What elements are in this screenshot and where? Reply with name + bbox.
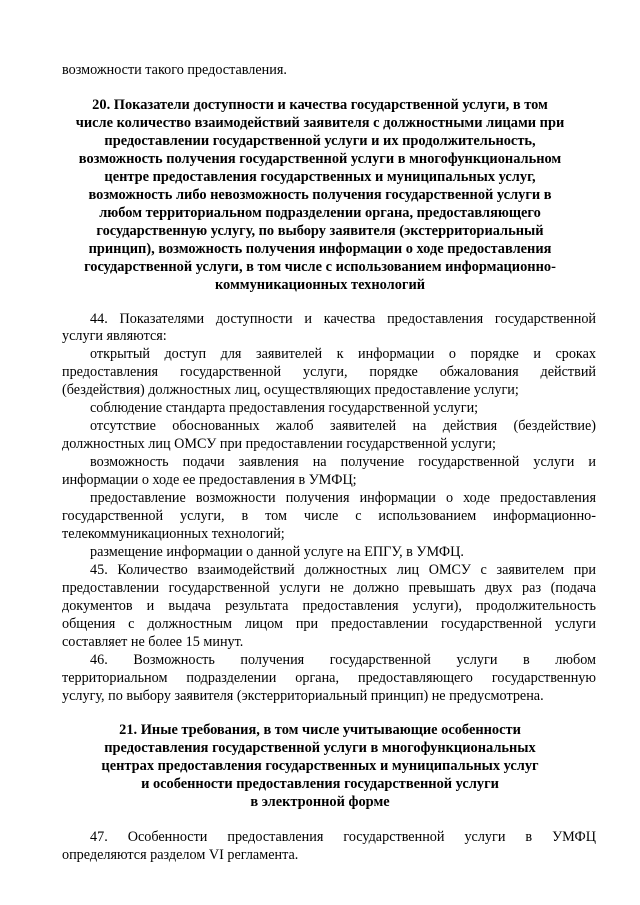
paragraph-46-line: территориальном подразделении органа, предоставляющего государственную bbox=[62, 670, 596, 686]
intro-tail-text: возможности такого предоставления. bbox=[62, 62, 287, 78]
heading-line: и особенности предоставления государственной услуги bbox=[141, 776, 499, 792]
paragraph-45-line: документов и выдача результата предоставления услуги), продолжительность bbox=[62, 598, 596, 614]
list-item-line: информации о ходе ее предоставления в УМФЦ; bbox=[62, 472, 357, 488]
paragraph-45-line: общения с должностным лицом при предоставлении государственной услуги bbox=[62, 616, 596, 632]
list-item-line: телекоммуникационных технологий; bbox=[62, 526, 285, 542]
list-item-line: открытый доступ для заявителей к информации о порядке и сроках bbox=[90, 346, 596, 362]
list-item-line: предоставления государственной услуги, порядке обжалования действий bbox=[62, 364, 596, 380]
list-item-line: возможность подачи заявления на получение государственной услуги и bbox=[90, 454, 596, 470]
heading-line: возможность либо невозможность получения государственной услуги в bbox=[88, 187, 552, 203]
list-item-line: государственной услуги, в том числе с использованием информационно- bbox=[62, 508, 596, 524]
list-item-line: должностных лиц ОМСУ при предоставлении государственной услуги; bbox=[62, 436, 496, 452]
heading-line: коммуникационных технологий bbox=[214, 277, 426, 293]
paragraph-47-line: определяются разделом VI регламента. bbox=[62, 847, 299, 863]
heading-line: принцип), возможность получения информации о ходе предоставления bbox=[88, 241, 552, 257]
paragraph-44-line: 44. Показателями доступности и качества предоставления государственной bbox=[90, 311, 596, 327]
list-item-line: отсутствие обоснованных жалоб заявителей на действия (бездействие) bbox=[90, 418, 596, 434]
heading-line: 21. Иные требования, в том числе учитывающие особенности bbox=[119, 722, 521, 738]
heading-line: числе количество взаимодействий заявителя с должностными лицами при bbox=[75, 115, 565, 131]
paragraph-46-line: услугу, по выбору заявителя (экстерриториальный принцип) не предусмотрена. bbox=[62, 688, 544, 704]
heading-line: 20. Показатели доступности и качества государственной услуги, в том bbox=[92, 97, 548, 113]
heading-line: возможность получения государственной услуги в многофункциональном bbox=[78, 151, 562, 167]
paragraph-45-line: предоставлении государственной услуги не должно превышать двух раз (подача bbox=[62, 580, 596, 596]
paragraph-44-line: услуги являются: bbox=[62, 328, 167, 344]
heading-line: в электронной форме bbox=[250, 794, 390, 810]
paragraph-46-line: 46. Возможность получения государственной услуги в любом bbox=[90, 652, 596, 668]
paragraph-47-line: 47. Особенности предоставления государственной услуги в УМФЦ bbox=[90, 829, 596, 845]
paragraph-45-line: 45. Количество взаимодействий должностных лиц ОМСУ с заявителем при bbox=[90, 562, 596, 578]
list-item-line: соблюдение стандарта предоставления государственной услуги; bbox=[90, 400, 479, 416]
heading-line: центрах предоставления государственных и муниципальных услуг bbox=[101, 758, 539, 774]
heading-line: предоставления государственной услуги в многофункциональных bbox=[104, 740, 536, 756]
list-item-line: размещение информации о данной услуге на ЕПГУ, в УМФЦ. bbox=[90, 544, 464, 560]
heading-line: центре предоставления государственных и муниципальных услуг, bbox=[104, 169, 536, 185]
paragraph-45-line: составляет не более 15 минут. bbox=[62, 634, 244, 650]
heading-line: предоставлении государственной услуги и их продолжительность, bbox=[104, 133, 536, 149]
heading-line: любом территориальном подразделении органа, предоставляющего bbox=[99, 205, 541, 221]
list-item-line: (бездействия) должностных лиц, осуществляющих предоставление услуги; bbox=[62, 382, 519, 398]
heading-line: государственной услуги, в том числе с использованием информационно- bbox=[84, 259, 556, 275]
heading-line: государственную услугу, по выбору заявителя (экстерриториальный bbox=[96, 223, 544, 239]
list-item-line: предоставление возможности получения информации о ходе предоставления bbox=[90, 490, 596, 506]
